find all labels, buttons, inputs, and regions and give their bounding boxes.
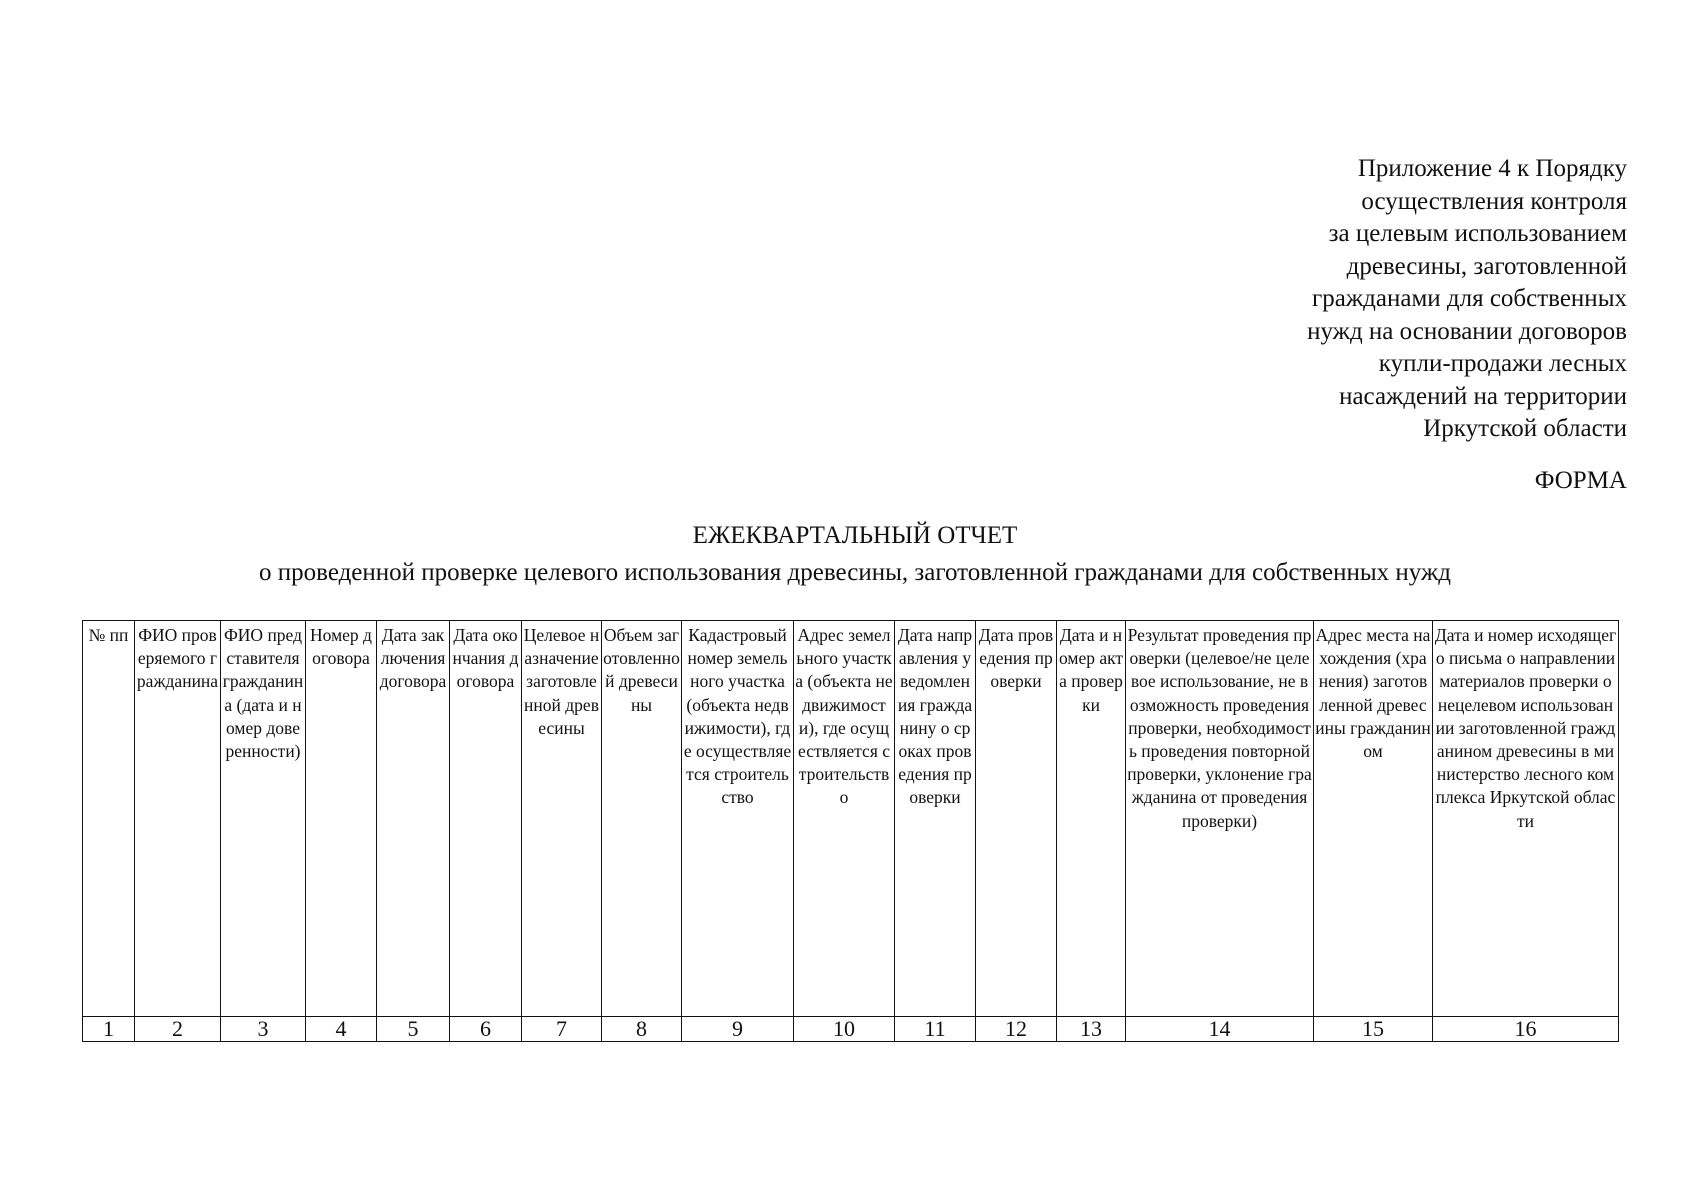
header-cell: Дата проведения проверки <box>976 621 1057 1017</box>
appendix-line: за целевым использованием <box>1328 220 1627 247</box>
appendix-line: Приложение 4 к Порядку <box>1357 155 1627 182</box>
report-title: ЕЖЕКВАРТАЛЬНЫЙ ОТЧЕТ <box>692 522 1018 549</box>
column-number-cell: 3 <box>221 1017 306 1042</box>
header-cell: Дата окончания договора <box>450 621 522 1017</box>
appendix-line: осуществления контроля <box>1361 187 1627 215</box>
header-cell: Дата и номер исходящего письма о направлении материалов проверки о нецелевом использовании заготовленной гражданином древесины в министерство лесного комплекса Иркутской области <box>1433 621 1619 1017</box>
column-number-cell: 6 <box>450 1017 522 1042</box>
header-cell: Адрес земельного участка (объекта недвижимости), где осуществляется строительство <box>794 621 895 1017</box>
header-cell: ФИО проверяемого гражданина <box>135 621 221 1017</box>
appendix-line: купли-продажи лесных <box>1378 350 1627 377</box>
appendix-line: древесины, заготовленной <box>1346 252 1627 280</box>
column-number-cell: 14 <box>1126 1017 1314 1042</box>
column-number-cell: 15 <box>1314 1017 1433 1042</box>
column-number-cell: 2 <box>135 1017 221 1042</box>
column-number-cell: 5 <box>377 1017 450 1042</box>
column-number-cell: 9 <box>682 1017 794 1042</box>
form-label: ФОРМА <box>1534 467 1627 494</box>
appendix-line: Иркутской области <box>1423 415 1627 442</box>
appendix-block <box>1167 153 1627 446</box>
column-number-cell: 13 <box>1057 1017 1126 1042</box>
appendix-line: насаждений на территории <box>1339 382 1627 410</box>
column-number-cell: 4 <box>306 1017 377 1042</box>
column-number-cell: 10 <box>794 1017 895 1042</box>
header-cell: Кадастровый номер земельного участка (объекта недвижимости), где осуществляется строительство <box>682 621 794 1017</box>
appendix-line: нужд на основании договоров <box>1307 317 1627 345</box>
column-number-cell: 16 <box>1433 1017 1619 1042</box>
header-cell: Дата заключения договора <box>377 621 450 1017</box>
column-number-cell: 7 <box>522 1017 602 1042</box>
header-cell: Целевое назначение заготовленной древесины <box>522 621 602 1017</box>
header-cell: Результат проведения проверки (целевое/не целевое использование, не возможность проведения проверки, необходимость проведения повторной проверки, уклонение гражданина от проведения проверки) <box>1126 621 1314 1017</box>
header-cell: ФИО представителя гражданина (дата и номер доверенности) <box>221 621 306 1017</box>
header-cell: № пп <box>83 621 135 1017</box>
column-number-cell: 12 <box>976 1017 1057 1042</box>
header-cell: Объем заготовленной древесины <box>602 621 682 1017</box>
report-table <box>82 620 1619 1042</box>
appendix-line: гражданами для собственных <box>1312 285 1627 312</box>
header-cell: Адрес места нахождения (хранения) заготовленной древесины гражданином <box>1314 621 1433 1017</box>
table-header-row <box>83 621 1619 1017</box>
column-number-cell: 8 <box>602 1017 682 1042</box>
column-number-cell: 1 <box>83 1017 135 1042</box>
header-cell: Дата направления уведомления гражданину о сроках проведения проверки <box>895 621 976 1017</box>
column-number-cell: 11 <box>895 1017 976 1042</box>
header-cell: Номер договора <box>306 621 377 1017</box>
column-number-row <box>83 1017 1619 1042</box>
header-cell: Дата и номер акта проверки <box>1057 621 1126 1017</box>
report-subtitle: о проведенной проверке целевого использования древесины, заготовленной гражданами для собственных нужд <box>259 559 1451 586</box>
